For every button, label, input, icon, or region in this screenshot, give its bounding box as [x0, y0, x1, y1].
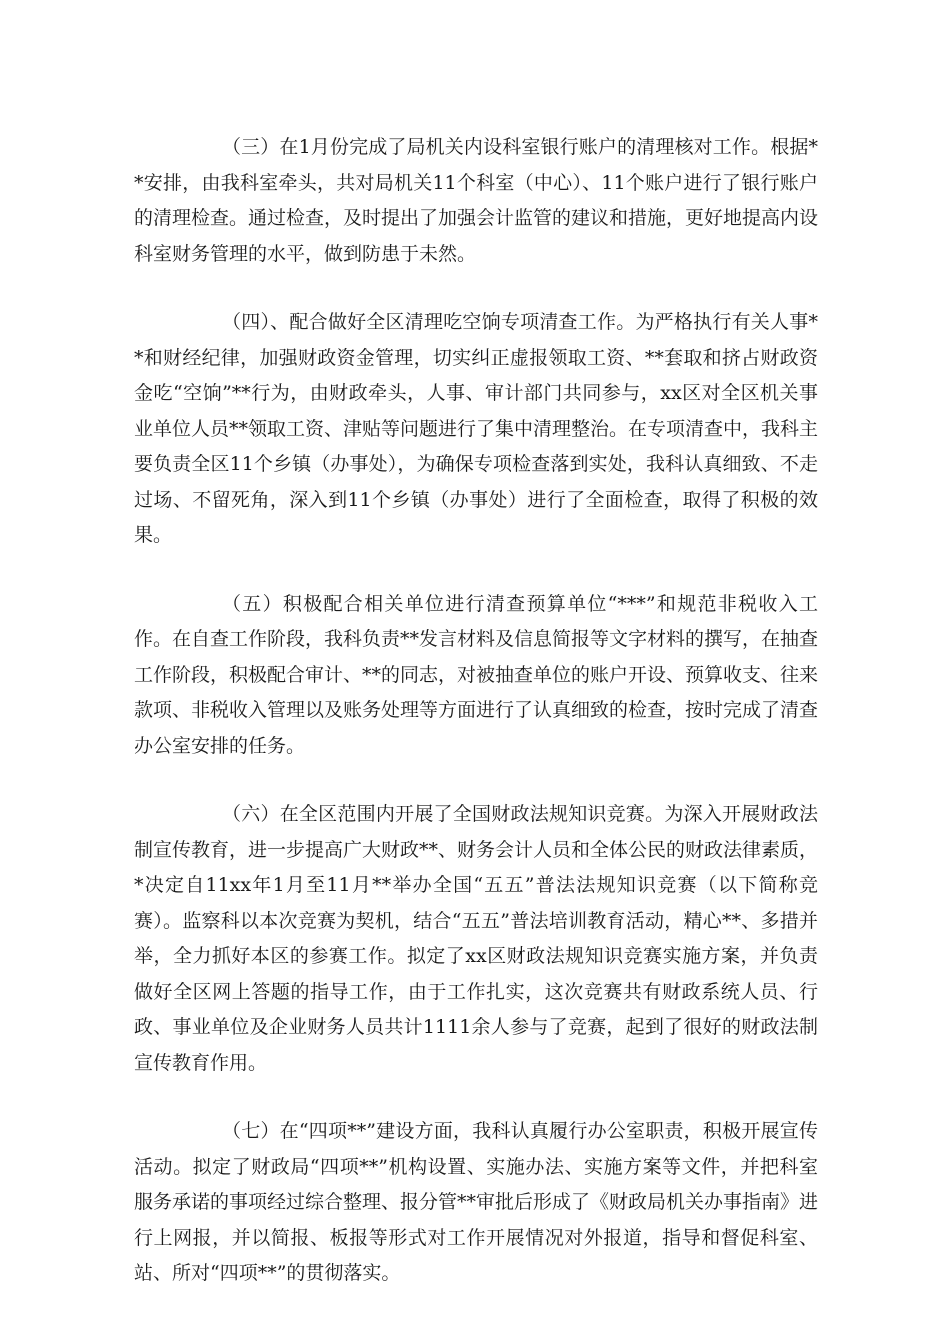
document-body [134, 130, 818, 1325]
paragraph-4: （四）、配合做好全区清理吃空饷专项清查工作。为严格执行有关人事**和财经纪律，加强财政资金管理，切实纠正虚报领取工资、**套取和挤占财政资金吃“空饷”**行为，由财政牵头，人事、审计部门共同参与，xx区对全区机关事业单位人员**领取工资、津贴等问题进行了集中清理整治。在专项清查中，我科主要负责全区11个乡镇（办事处），为确保专项检查落到实处，我科认真细致、不走过场、不留死角，深入到11个乡镇（办事处）进行了全面检查，取得了积极的效果。 [134, 311, 819, 546]
paragraph-6: （六）在全区范围内开展了全国财政法规知识竞赛。为深入开展财政法制宣传教育，进一步提高广大财政**、财务会计人员和全体公民的财政法律素质，*决定自11xx年1月至11月**举办全国“五五”普法法规知识竞赛（以下简称竞赛）。监察科以本次竞赛为契机，结合“五五”普法培训教育活动，精心**、多措并举，全力抓好本区的参赛工作。拟定了xx区财政法规知识竞赛实施方案，并负责做好全区网上答题的指导工作，由于工作扎实，这次竞赛共有财政系统人员、行政、事业单位及企业财务人员共计1111余人参与了竞赛，起到了很好的财政法制宣传教育作用。 [134, 803, 819, 1074]
paragraph-7: （七）在“四项**”建设方面，我科认真履行办公室职责，积极开展宣传活动。拟定了财政局“四项**”机构设置、实施办法、实施方案等文件，并把科室服务承诺的事项经过综合整理、报分管**审批后形成了《财政局机关办事指南》进行上网报，并以简报、板报等形式对工作开展情况对外报道，指导和督促科室、站、所对“四项**”的贯彻落实。 [134, 1120, 819, 1284]
paragraph-3: （三）在1月份完成了局机关内设科室银行账户的清理核对工作。根据**安排，由我科室牵头，共对局机关11个科室（中心）、11个账户进行了银行账户的清理检查。通过检查，及时提出了加强会计监管的建议和措施，更好地提高内设科室财务管理的水平，做到防患于未然。 [134, 136, 819, 265]
paragraph-5: （五）积极配合相关单位进行清查预算单位“***”和规范非税收入工作。在自查工作阶段，我科负责**发言材料及信息简报等文字材料的撰写，在抽查工作阶段，积极配合审计、**的同志，对被抽查单位的账户开设、预算收支、往来款项、非税收入管理以及账务处理等方面进行了认真细致的检查，按时完成了清查办公室安排的任务。 [134, 592, 819, 757]
